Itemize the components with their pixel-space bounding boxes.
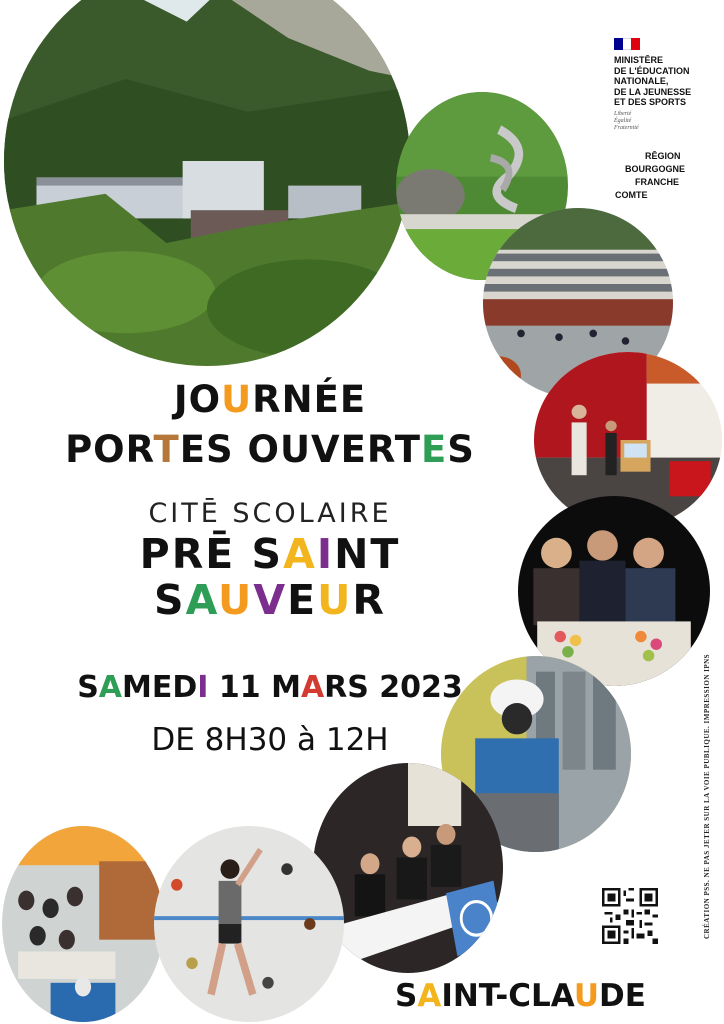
school-accent: U [218,576,254,624]
french-flag-icon [614,38,640,50]
ministry-logo [614,38,714,132]
ministry-line: DE LA JEUNESSE [614,86,692,97]
motto-line: Égalité [614,117,632,124]
title-accent: U [221,378,253,421]
region-line: RĒGION [645,151,681,161]
ministry-line: DE L'ÉDUCATION [614,65,690,76]
school-part: R [352,576,386,624]
date-accent: I [197,670,209,705]
school-accent: U [317,576,353,624]
school-part: CITĒ [148,498,233,529]
title-journee [0,378,540,421]
title-part: S [447,428,475,471]
region-logo [615,150,695,202]
date-part: 11 M [208,670,301,705]
print-credit: CRÉATION PSS. NE PAS JETER SUR LA VOIE PUBLIQUE. IMPRESSION IPNS [703,653,711,939]
photo-workshop [2,826,164,1022]
date-accent: A [300,670,325,705]
title-accent: T [153,428,180,471]
flag-red [631,38,640,50]
school-accent: V [253,576,288,624]
qr-code[interactable] [602,888,658,944]
title-part: RNÉE [252,378,367,421]
school-cite-scolaire [0,498,540,529]
school-name-line1 [0,530,540,578]
flag-white [623,38,632,50]
city-part: INT-CLA [441,978,574,1014]
date-part: S [77,670,99,705]
title-part: JO [173,378,222,421]
school-name-line2 [0,576,540,624]
title-accent: E [421,428,448,471]
ministry-line: ET DES SPORTS [614,97,687,107]
title-portes-ouvertes [0,428,540,471]
ministry-motto [614,111,714,132]
city-part: S [395,978,418,1014]
title-part: POR [65,428,154,471]
school-part: PRĒ S [139,530,284,578]
city-accent: A [417,978,442,1014]
region-line: FRANCHE [635,177,679,187]
city-name [395,978,646,1014]
school-part: S [232,498,253,529]
ministry-line: MINISTĒRE [614,55,664,65]
region-line: COMTE [615,190,648,200]
photo-climbing [154,826,344,1022]
photo-school-campus [4,0,410,366]
school-part: S [154,576,186,624]
school-part: NT [334,530,401,578]
date-part: RS 2023 [324,670,463,705]
motto-line: Fraternité [614,124,639,131]
ministry-name [614,55,714,108]
city-part: DE [599,978,646,1014]
date-accent: A [98,670,123,705]
region-line: BOURGOGNE [625,164,686,174]
event-date [0,670,540,705]
school-accent: I [316,530,335,578]
school-part: E [287,576,318,624]
city-accent: U [573,978,599,1014]
event-time: DE 8H30 à 12H [151,722,389,758]
motto-line: Liberté [614,110,632,117]
flag-blue [614,38,623,50]
school-accent: A [185,576,219,624]
ministry-line: NATIONALE, [614,76,669,86]
date-part: MED [122,670,198,705]
school-part: COLAIRE [252,498,392,529]
title-part: ES OUVERT [179,428,421,471]
school-accent: A [283,530,317,578]
